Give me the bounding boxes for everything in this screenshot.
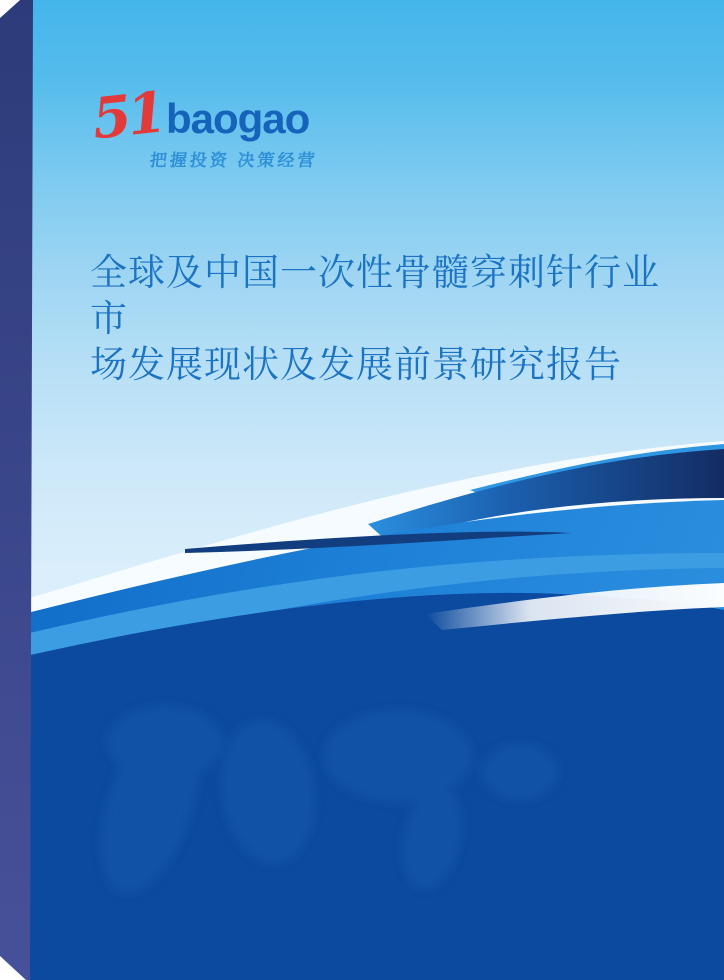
logo: [89, 79, 319, 171]
logo-brand-name: baogao: [165, 95, 310, 142]
spine-bar: [0, 0, 33, 980]
book-spine: [0, 0, 33, 980]
report-title-line1: 全球及中国一次性骨髓穿刺针行业市: [90, 252, 660, 339]
report-title: [90, 250, 690, 388]
logo-brand-number: 51: [89, 79, 166, 153]
logo-wordmark: [89, 79, 318, 153]
logo-tagline: 把握投资 决策经营: [148, 151, 319, 170]
report-title-line2: 场发展现状及发展前景研究报告: [90, 344, 622, 385]
